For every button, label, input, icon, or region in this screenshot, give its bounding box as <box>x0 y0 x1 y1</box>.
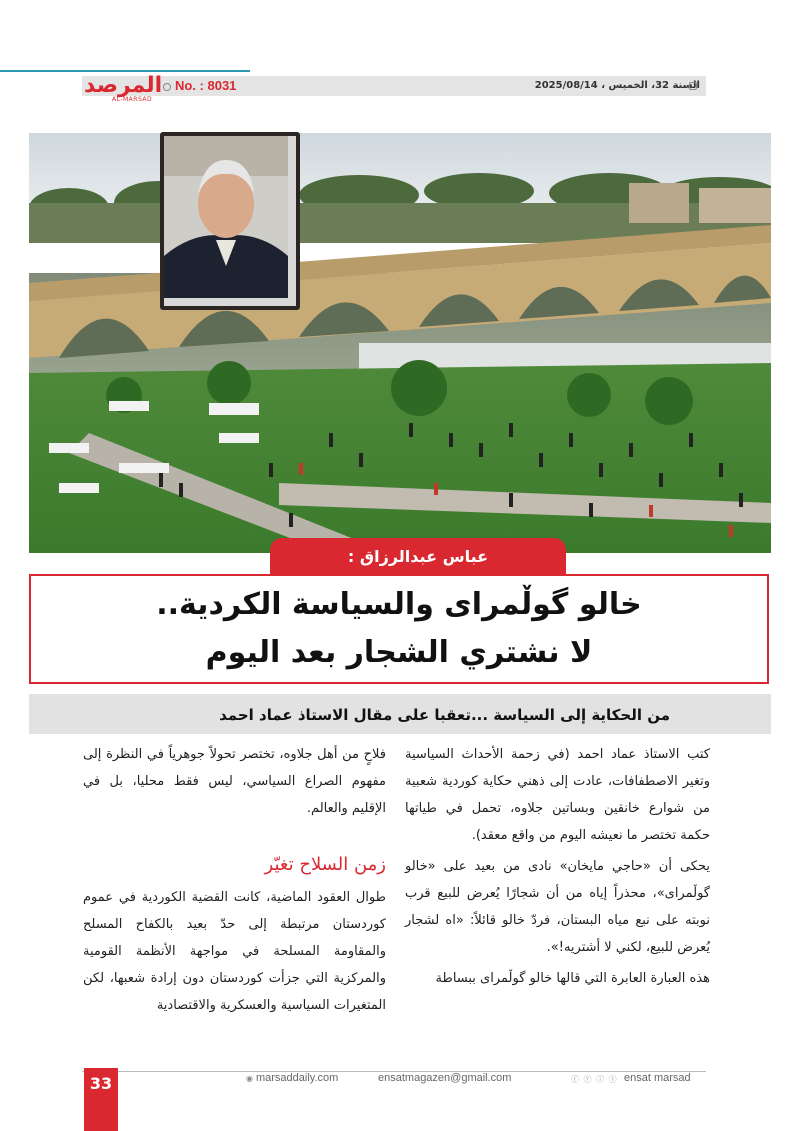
author-photo <box>164 136 288 298</box>
paragraph: يحكى أن «حاجي مايخان» نادى من بعيد على «خالو گوڵمرای»، محذراً إياه من أن شجارًا يُعرض للبيع قرب نوبته على نبع مياه البستان، فردّ خالو قائلاً: «اه لشجار يُعرض للبيع، لكني لا أشتريه!». <box>405 859 710 955</box>
issue-number: No. : 8031 <box>163 78 236 94</box>
footer-brand: ensat marsad <box>624 1072 691 1084</box>
social-icons[interactable]: ⓕ ⓨ ⓘ ⓣ <box>571 1075 618 1084</box>
author-portrait <box>160 132 300 310</box>
author-name: عباس عبدالرزاق : <box>347 547 489 566</box>
subtitle: من الحكاية إلى السياسة ...تعقبا على مقال الاستاذ عماد احمد <box>219 706 670 724</box>
bullet-icon <box>689 82 697 90</box>
paragraph: كتب الاستاذ عماد احمد (في زحمة الأحداث السياسية وتغير الاصطفافات، عادت إلى ذهني حكاية كوردية شعبية من شوارع خانقين وبساتين جلاوه، تحمل في طياتها حكمة تختصر ما نعيشه اليوم من واقع معقد). <box>405 747 710 843</box>
headline-line-2: لا نشتري الشجار بعد اليوم <box>205 635 593 670</box>
article-column-left-top <box>83 741 386 822</box>
footer-email[interactable]: ensatmagazen@gmail.com <box>378 1072 512 1084</box>
paragraph: فلاحٍ من أهل جلاوه، تختصر تحولاً جوهرياً في النظرة إلى مفهوم الصراع السياسي، ليس فقط محليا، بل في الإقليم والعالم. <box>83 747 386 816</box>
page-number: 33 <box>89 1074 113 1093</box>
logo-arabic: المرصد <box>84 73 163 98</box>
article-column-left-bottom <box>83 884 386 1019</box>
paragraph: هذه العبارة العابرة التي قالها خالو گوڵمرای ببساطة <box>435 971 710 986</box>
masthead-logo <box>84 73 163 104</box>
logo-latin: AL-MARSAD <box>112 96 153 103</box>
headline-line-1: خالو گوڵمرای والسياسة الكردية.. <box>156 587 642 622</box>
article-column-right <box>405 741 710 992</box>
top-accent-rule <box>0 70 250 72</box>
issue-date: السنة 32، الخميس ، 2025/08/14 <box>534 80 700 91</box>
paragraph: طوال العقود الماضية، كانت القضية الكوردية في عموم كوردستان مرتبطة إلى حدّ بعيد بالكفاح المسلح والمقاومة المسلحة في مواجهة الأنظمة القومية والمركزية التي جزأت كوردستان دون إرادة شعبها، لكن المتغيرات السياسية والعسكرية والاقتصادية <box>83 890 386 1013</box>
footer-website[interactable]: ◉ marsaddaily.com <box>246 1072 338 1084</box>
hero-photo <box>29 133 771 553</box>
section-heading: زمن السلاح تغيّر <box>264 854 386 875</box>
